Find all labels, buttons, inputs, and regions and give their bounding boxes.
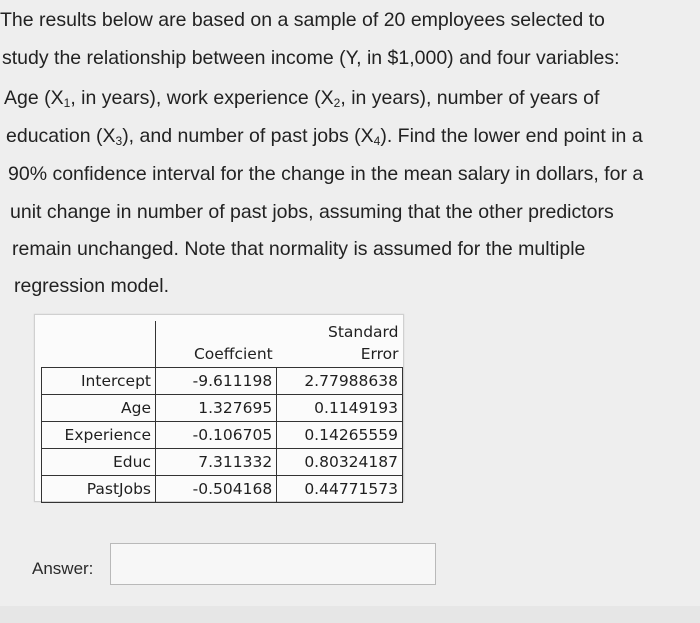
row-coefficient: 1.327695 bbox=[156, 395, 277, 422]
row-label: Age bbox=[42, 395, 156, 422]
header-se-line2: Error bbox=[360, 345, 399, 363]
table-header-row bbox=[42, 321, 403, 368]
table-row bbox=[42, 395, 403, 422]
row-standard-error: 0.1149193 bbox=[277, 395, 403, 422]
regression-table-panel bbox=[34, 314, 404, 502]
row-label: Educ bbox=[42, 449, 156, 476]
question-line-6: unit change in number of past jobs, assuming that the other predictors bbox=[10, 201, 614, 223]
header-standard-error bbox=[277, 321, 403, 368]
row-coefficient: -0.106705 bbox=[156, 422, 277, 449]
table-row bbox=[42, 449, 403, 476]
answer-input[interactable] bbox=[110, 543, 436, 585]
row-standard-error: 0.14265559 bbox=[277, 422, 403, 449]
bottom-edge bbox=[0, 606, 700, 623]
row-standard-error: 0.44771573 bbox=[277, 476, 403, 503]
question-line-3: Age ($X_1$, in years), work experience ($X_2$, in years), number of years of bbox=[4, 87, 600, 110]
row-coefficient: -9.611198 bbox=[156, 368, 277, 395]
header-coefficient: Coeffcient bbox=[156, 321, 277, 368]
header-label bbox=[42, 321, 156, 368]
header-se-line1: Standard bbox=[327, 323, 399, 341]
question-line-1: The results below are based on a sample of 20 employees selected to bbox=[0, 9, 605, 31]
row-standard-error: 2.77988638 bbox=[277, 368, 403, 395]
row-label: PastJobs bbox=[42, 476, 156, 503]
row-coefficient: 7.311332 bbox=[156, 449, 277, 476]
row-standard-error: 0.80324187 bbox=[277, 449, 403, 476]
row-coefficient: -0.504168 bbox=[156, 476, 277, 503]
question-line-4: education $(X_3)$, and number of past jobs $(X_4)$. Find the lower end point in a bbox=[6, 125, 643, 148]
table-row bbox=[42, 368, 403, 395]
question-line-7: remain unchanged. Note that normality is assumed for the multiple bbox=[12, 238, 586, 260]
answer-label: Answer: bbox=[32, 559, 94, 578]
question-line-8: regression model. bbox=[14, 275, 169, 297]
regression-table bbox=[41, 321, 403, 503]
row-label: Experience bbox=[42, 422, 156, 449]
question-line-2: study the relationship between income (Y, in $1,000) and four variables: bbox=[2, 47, 620, 69]
table-row bbox=[42, 422, 403, 449]
table-row bbox=[42, 476, 403, 503]
question-line-5: 90% confidence interval for the change in the mean salary in dollars, for a bbox=[8, 163, 644, 185]
row-label: Intercept bbox=[42, 368, 156, 395]
